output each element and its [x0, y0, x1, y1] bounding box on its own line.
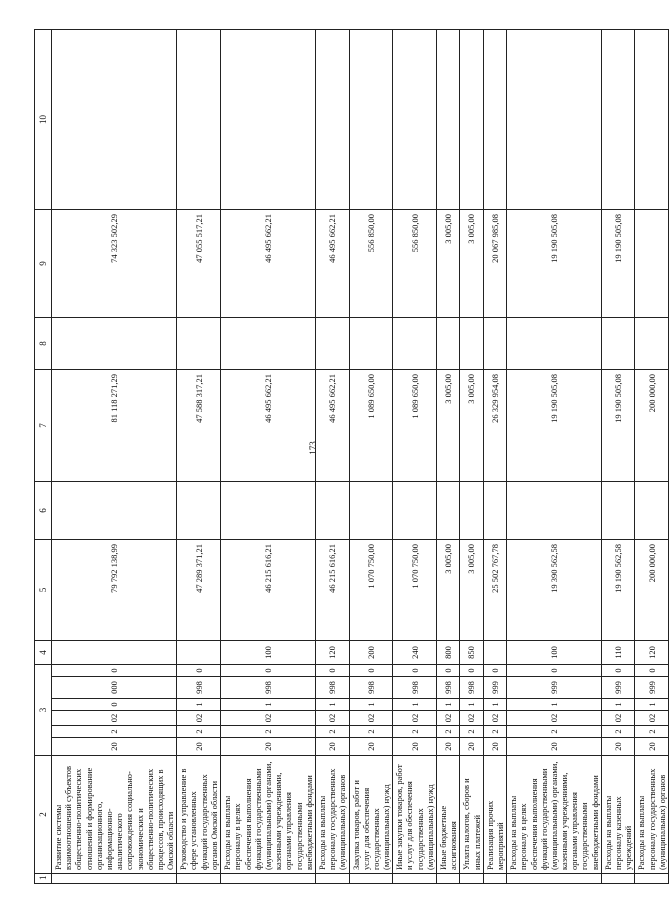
col-header: 7: [35, 369, 52, 481]
classification-code-cell: 20: [635, 738, 669, 756]
row-number-cell: [483, 874, 506, 884]
expense-type-cell: 120: [315, 640, 349, 664]
expense-type-cell: 240: [393, 640, 437, 664]
row-name-cell: Реализация прочих мероприятий: [483, 756, 506, 874]
row-number-cell: [315, 874, 349, 884]
classification-code-cell: 2: [601, 726, 635, 738]
table-row: [635, 29, 669, 883]
amount-cell-c6: [483, 481, 506, 539]
amount-cell-c7: 1 089 650,00: [349, 369, 393, 481]
classification-code-cell: 000: [52, 677, 177, 699]
table-body: [52, 29, 669, 883]
row-number-cell: [393, 874, 437, 884]
amount-cell-c6: [349, 481, 393, 539]
table-stage: [34, 50, 667, 884]
table-row: [483, 29, 506, 883]
table-row: [507, 29, 602, 883]
row-number-cell: [177, 874, 221, 884]
classification-code-cell: 20: [221, 738, 316, 756]
amount-cell-c6: [177, 481, 221, 539]
classification-code-cell: 0: [507, 664, 602, 676]
col-header: 9: [35, 209, 52, 317]
row-name-cell: Расходы на выплаты персоналу государственных (муниципальных) органов: [315, 756, 349, 874]
amount-cell-c6: [393, 481, 437, 539]
classification-code-cell: 2: [52, 726, 177, 738]
amount-cell-c10: [177, 29, 221, 209]
column-number-row: [35, 29, 52, 883]
classification-code-cell: 20: [601, 738, 635, 756]
col-header: 8: [35, 317, 52, 369]
classification-code-cell: 20: [349, 738, 393, 756]
amount-cell-c6: [52, 481, 177, 539]
expense-type-cell: [52, 640, 177, 664]
table-row: [52, 29, 177, 883]
classification-code-cell: 1: [437, 699, 460, 711]
amount-cell-c10: [601, 29, 635, 209]
row-number-cell: [460, 874, 483, 884]
classification-code-cell: 2: [221, 726, 316, 738]
classification-code-cell: 998: [460, 677, 483, 699]
amount-cell-c10: [315, 29, 349, 209]
amount-cell-c5: 3 005,00: [460, 539, 483, 640]
classification-code-cell: 0: [221, 664, 316, 676]
amount-cell-c8: [601, 317, 635, 369]
classification-code-cell: 0: [315, 664, 349, 676]
classification-code-cell: 20: [507, 738, 602, 756]
row-name-cell: Расходы на выплаты персоналу казенных учреждений: [601, 756, 635, 874]
classification-code-cell: 02: [635, 711, 669, 726]
amount-cell-c7: 46 495 662,21: [315, 369, 349, 481]
classification-code-cell: 0: [460, 664, 483, 676]
amount-cell-c6: [601, 481, 635, 539]
classification-code-cell: 998: [393, 677, 437, 699]
row-number-cell: [437, 874, 460, 884]
amount-cell-c7: 3 005,00: [460, 369, 483, 481]
classification-code-cell: 0: [52, 664, 177, 676]
table-row: [601, 29, 635, 883]
amount-cell-c10: [349, 29, 393, 209]
classification-code-cell: 2: [460, 726, 483, 738]
amount-cell-c5: 25 502 767,78: [483, 539, 506, 640]
classification-code-cell: 1: [507, 699, 602, 711]
amount-cell-c6: [437, 481, 460, 539]
amount-cell-c10: [393, 29, 437, 209]
amount-cell-c9: 556 850,00: [349, 209, 393, 317]
amount-cell-c9: 3 005,00: [460, 209, 483, 317]
amount-cell-c10: [221, 29, 316, 209]
classification-code-cell: 0: [52, 699, 177, 711]
classification-code-cell: 2: [507, 726, 602, 738]
classification-code-cell: 999: [507, 677, 602, 699]
amount-cell-c7: 81 118 271,29: [52, 369, 177, 481]
amount-cell-c8: [393, 317, 437, 369]
table-row: [437, 29, 460, 883]
amount-cell-c5: 200 000,00: [635, 539, 669, 640]
classification-code-cell: 20: [483, 738, 506, 756]
amount-cell-c5: 1 070 750,00: [349, 539, 393, 640]
classification-code-cell: 0: [177, 664, 221, 676]
row-number-cell: [635, 874, 669, 884]
amount-cell-c8: [349, 317, 393, 369]
row-number-cell: [349, 874, 393, 884]
classification-code-cell: 02: [507, 711, 602, 726]
amount-cell-c8: [483, 317, 506, 369]
amount-cell-c7: 26 329 954,08: [483, 369, 506, 481]
classification-code-cell: 02: [349, 711, 393, 726]
classification-code-cell: 0: [635, 664, 669, 676]
classification-code-cell: 999: [635, 677, 669, 699]
classification-code-cell: 20: [393, 738, 437, 756]
amount-cell-c10: [507, 29, 602, 209]
expense-type-cell: 110: [601, 640, 635, 664]
amount-cell-c5: 46 215 616,21: [221, 539, 316, 640]
expense-type-cell: [177, 640, 221, 664]
classification-code-cell: 2: [315, 726, 349, 738]
classification-code-cell: 0: [437, 664, 460, 676]
classification-code-cell: 02: [315, 711, 349, 726]
classification-code-cell: 998: [177, 677, 221, 699]
amount-cell-c9: 46 495 662,21: [315, 209, 349, 317]
classification-code-cell: 1: [393, 699, 437, 711]
classification-code-cell: 2: [437, 726, 460, 738]
row-number-cell: [601, 874, 635, 884]
classification-code-cell: 0: [483, 664, 506, 676]
amount-cell-c10: [437, 29, 460, 209]
amount-cell-c5: 46 215 616,21: [315, 539, 349, 640]
classification-code-cell: 02: [221, 711, 316, 726]
classification-code-cell: 1: [221, 699, 316, 711]
classification-code-cell: 1: [601, 699, 635, 711]
row-number-cell: [221, 874, 316, 884]
classification-code-cell: 02: [177, 711, 221, 726]
classification-code-cell: 20: [177, 738, 221, 756]
amount-cell-c9: 19 190 505,08: [601, 209, 635, 317]
amount-cell-c9: [635, 209, 669, 317]
amount-cell-c9: 556 850,00: [393, 209, 437, 317]
classification-code-cell: 1: [315, 699, 349, 711]
row-name-cell: Расходы на выплаты персоналу в целях обеспечения выполнения функций государственными (муниципальными) органами, казенными учреждениями, органами управления государственными внебюджетными фондами: [507, 756, 602, 874]
classification-code-cell: 02: [52, 711, 177, 726]
page-number: 173: [307, 441, 318, 455]
amount-cell-c5: 1 070 750,00: [393, 539, 437, 640]
amount-cell-c5: 3 005,00: [437, 539, 460, 640]
classification-code-cell: 2: [393, 726, 437, 738]
table-row: [177, 29, 221, 883]
row-number-cell: [52, 874, 177, 884]
table-row: [349, 29, 393, 883]
amount-cell-c8: [177, 317, 221, 369]
amount-cell-c7: 200 000,00: [635, 369, 669, 481]
classification-code-cell: 20: [460, 738, 483, 756]
amount-cell-c7: 19 190 505,08: [507, 369, 602, 481]
expense-type-cell: [483, 640, 506, 664]
classification-code-cell: 0: [349, 664, 393, 676]
row-name-cell: Расходы на выплаты персоналу государственных (муниципальных) органов: [635, 756, 669, 874]
amount-cell-c6: [507, 481, 602, 539]
row-name-cell: Уплата налогов, сборов и иных платежей: [460, 756, 483, 874]
classification-code-cell: 1: [349, 699, 393, 711]
row-name-cell: Иные бюджетные ассигнования: [437, 756, 460, 874]
classification-code-cell: 1: [483, 699, 506, 711]
amount-cell-c5: 79 792 138,99: [52, 539, 177, 640]
amount-cell-c8: [635, 317, 669, 369]
amount-cell-c10: [635, 29, 669, 209]
classification-code-cell: 02: [393, 711, 437, 726]
rotated-sheet: [34, 50, 667, 884]
classification-code-cell: 2: [635, 726, 669, 738]
classification-code-cell: 20: [315, 738, 349, 756]
amount-cell-c9: 19 190 505,08: [507, 209, 602, 317]
classification-code-cell: 20: [437, 738, 460, 756]
row-name-cell: Развитие системы взаимоотношений субъектов общественно-политических отношений и формирование организационного, информационно-аналитического сопровождения социально-экономических и общественно-политических процессов, происходящих в Омской области: [52, 756, 177, 874]
col-header: 3: [35, 664, 52, 755]
amount-cell-c6: [635, 481, 669, 539]
amount-cell-c7: 1 089 650,00: [393, 369, 437, 481]
amount-cell-c10: [483, 29, 506, 209]
classification-code-cell: 02: [437, 711, 460, 726]
amount-cell-c10: [460, 29, 483, 209]
amount-cell-c8: [437, 317, 460, 369]
amount-cell-c5: 19 390 562,58: [507, 539, 602, 640]
amount-cell-c9: 20 067 985,08: [483, 209, 506, 317]
amount-cell-c8: [52, 317, 177, 369]
amount-cell-c7: 19 190 505,08: [601, 369, 635, 481]
amount-cell-c8: [315, 317, 349, 369]
amount-cell-c6: [221, 481, 316, 539]
classification-code-cell: 0: [393, 664, 437, 676]
classification-code-cell: 2: [349, 726, 393, 738]
expense-type-cell: 100: [507, 640, 602, 664]
budget-table: [34, 29, 669, 884]
row-name-cell: Закупка товаров, работ и услуг для обеспечения государственных (муниципальных) нужд: [349, 756, 393, 874]
classification-code-cell: 999: [483, 677, 506, 699]
classification-code-cell: 02: [483, 711, 506, 726]
expense-type-cell: 800: [437, 640, 460, 664]
classification-code-cell: 998: [437, 677, 460, 699]
classification-code-cell: 0: [601, 664, 635, 676]
classification-code-cell: 02: [460, 711, 483, 726]
table-row: [221, 29, 316, 883]
expense-type-cell: 120: [635, 640, 669, 664]
classification-code-cell: 998: [221, 677, 316, 699]
row-name-cell: Иные закупки товаров, работ и услуг для обеспечения государственных (муниципальных) нужд: [393, 756, 437, 874]
classification-code-cell: 2: [177, 726, 221, 738]
classification-code-cell: 02: [601, 711, 635, 726]
col-header: 6: [35, 481, 52, 539]
amount-cell-c7: 3 005,00: [437, 369, 460, 481]
row-number-cell: [507, 874, 602, 884]
classification-code-cell: 1: [460, 699, 483, 711]
expense-type-cell: 850: [460, 640, 483, 664]
amount-cell-c9: 3 005,00: [437, 209, 460, 317]
classification-code-cell: 998: [315, 677, 349, 699]
table-row: [393, 29, 437, 883]
amount-cell-c5: 19 190 562,58: [601, 539, 635, 640]
classification-code-cell: 998: [349, 677, 393, 699]
amount-cell-c7: 47 588 317,21: [177, 369, 221, 481]
classification-code-cell: 20: [52, 738, 177, 756]
amount-cell-c7: 46 495 662,21: [221, 369, 316, 481]
amount-cell-c6: [460, 481, 483, 539]
col-header: 5: [35, 539, 52, 640]
table-row: [460, 29, 483, 883]
row-name-cell: Расходы на выплаты персоналу в целях обеспечения выполнения функций государственными (муниципальными) органами, казенными учреждениями, органами управления государственными внебюджетными фондами: [221, 756, 316, 874]
expense-type-cell: 200: [349, 640, 393, 664]
amount-cell-c9: 46 495 662,21: [221, 209, 316, 317]
amount-cell-c5: 47 289 371,21: [177, 539, 221, 640]
amount-cell-c8: [221, 317, 316, 369]
col-header: 10: [35, 29, 52, 209]
amount-cell-c8: [460, 317, 483, 369]
amount-cell-c10: [52, 29, 177, 209]
expense-type-cell: 100: [221, 640, 316, 664]
table-row: [315, 29, 349, 883]
amount-cell-c9: 74 323 502,29: [52, 209, 177, 317]
classification-code-cell: 1: [635, 699, 669, 711]
classification-code-cell: 2: [483, 726, 506, 738]
row-name-cell: Руководство и управление в сфере установленных функций государственных органов Омской области: [177, 756, 221, 874]
amount-cell-c6: [315, 481, 349, 539]
amount-cell-c8: [507, 317, 602, 369]
col-header: 4: [35, 640, 52, 664]
classification-code-cell: 1: [177, 699, 221, 711]
col-header: 2: [35, 756, 52, 874]
classification-code-cell: 999: [601, 677, 635, 699]
amount-cell-c9: 47 055 517,21: [177, 209, 221, 317]
col-header: 1: [35, 874, 52, 884]
